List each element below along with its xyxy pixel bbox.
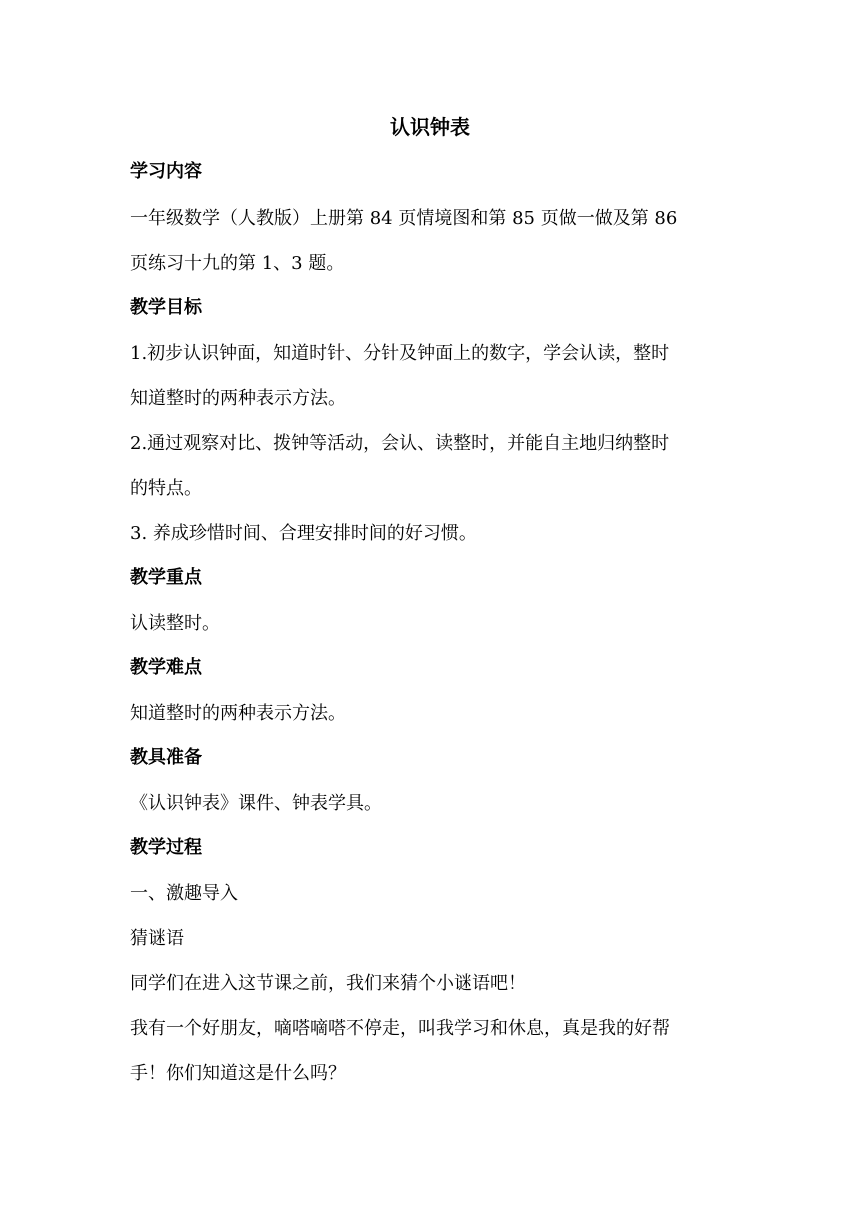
difficulty-text [130, 691, 730, 736]
goal-item-2 [130, 421, 730, 511]
key-point-text [130, 601, 730, 646]
materials-text [130, 781, 730, 826]
heading-difficulty: 教学难点 [130, 657, 202, 678]
heading-materials: 教具准备 [130, 747, 202, 768]
process-intro: 同学们在进入这节课之前，我们来猜个小谜语吧！ [130, 973, 526, 994]
riddle-label: 猜谜语 [130, 928, 184, 949]
heading-key-point: 教学重点 [130, 567, 202, 588]
materials-line: 《认识钟表》课件、钟表学具。 [130, 793, 382, 814]
content-line-2: 页练习十九的第 1、3 题。 [130, 253, 345, 274]
goal-item-1 [130, 331, 730, 421]
riddle-line-2: 手！你们知道这是什么吗？ [130, 1063, 346, 1084]
goal-item-3 [130, 511, 730, 556]
goal-item-2-line-1: 2.通过观察对比、拨钟等活动，会认、读整时，并能自主地归纳整时 [130, 433, 670, 454]
goal-item-1-line-2: 知道整时的两种表示方法。 [130, 388, 346, 409]
heading-content: 学习内容 [130, 161, 202, 182]
process-text [130, 871, 730, 1096]
document-title: 认识钟表 [390, 115, 470, 139]
content-text [130, 196, 730, 286]
goal-item-3-line-1: 3. 养成珍惜时间、合理安排时间的好习惯。 [130, 523, 477, 544]
difficulty-line: 知道整时的两种表示方法。 [130, 703, 346, 724]
heading-goals: 教学目标 [130, 297, 202, 318]
content-line-1: 一年级数学（人教版）上册第 84 页情境图和第 85 页做一做及第 86 [130, 208, 678, 229]
key-point-line: 认读整时。 [130, 613, 220, 634]
process-step-1: 一、激趣导入 [130, 883, 238, 904]
riddle-line-1: 我有一个好朋友，嘀嗒嘀嗒不停走，叫我学习和休息，真是我的好帮 [130, 1018, 670, 1039]
goal-item-2-line-2: 的特点。 [130, 478, 202, 499]
goal-item-1-line-1: 1.初步认识钟面，知道时针、分针及钟面上的数字，学会认读，整时 [130, 343, 670, 364]
heading-process: 教学过程 [130, 837, 202, 858]
